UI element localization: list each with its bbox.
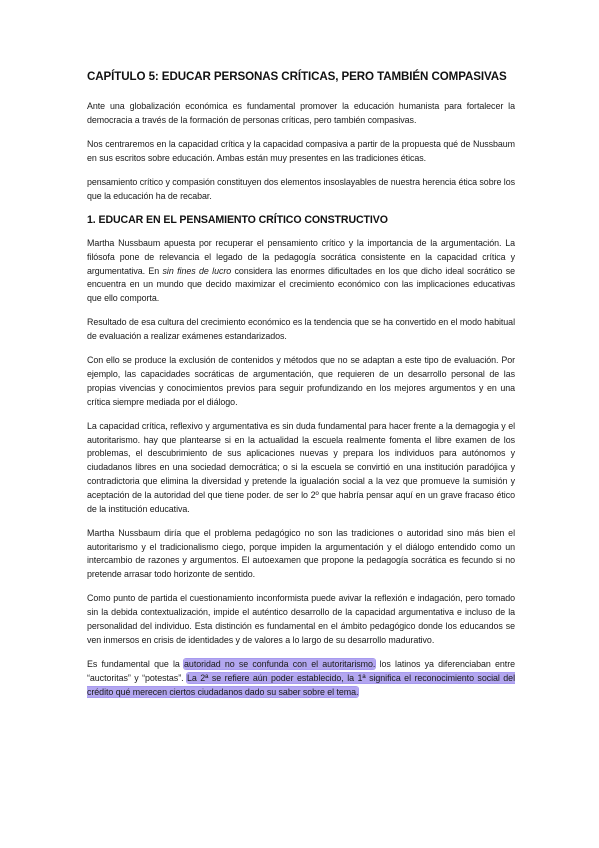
intro-paragraph-1: Ante una globalización económica es fundamental promover la educación humanista para fortalecer la democracia a través de la formación de personas críticas, pero también compasivas. (87, 101, 515, 125)
section-heading: 1. EDUCAR EN EL PENSAMIENTO CRÍTICO CONSTRUCTIVO (87, 213, 388, 226)
text-span: Martha Nussbaum apuesta por recuperar el pensamiento crítico y la importancia de la argumentación. La filósofa pone de relevancia el legado de la pedagogía socrática consistente en la capacidad crítica y argumentativa. En (87, 237, 515, 276)
highlight-1[interactable]: autoridad no se confunda con el autoritarismo. (184, 659, 376, 670)
intro-paragraph-3: pensamiento crítico y compasión constituyen dos elementos insoslayables de nuestra herencia ética sobre los que la educación ha de recabar. (87, 176, 515, 201)
body-paragraph-nussbaum (87, 237, 515, 306)
text-span: los latinos ya diferenciaban entre “auctoritas” y “potestas”. (87, 659, 515, 683)
text-span: considera las enormes dificultades en los que dicho ideal socrático se encuentra en un mundo que decido maximizar el crecimiento económico con las implicaciones educativas que ello comporta. (87, 265, 515, 304)
text-span: Es fundamental que la (87, 659, 185, 670)
highlight-2[interactable]: La 2ª se refiere aún poder establecido, la 1ª significa el reconocimiento social del crédito qué merecen ciertos ciudadanos dado su saber sobre el tema. (87, 672, 515, 697)
document-content (87, 70, 515, 710)
body-paragraph-2: Con ello se produce la exclusión de contenidos y métodos que no se adaptan a este tipo de evaluación. Por ejemplo, las capacidades socráticas de argumentación, que requieren de un desarrollo personal de las propias vivencias y conocimientos previos para seguir profundizando en los mejores argumentos y en una crítica siempre mediada por el diálogo. (87, 355, 515, 407)
book-title-italic: sin fines de lucro (162, 265, 232, 276)
chapter-title: CAPÍTULO 5: EDUCAR PERSONAS CRÍTICAS, PERO TAMBIÉN COMPASIVAS (87, 70, 507, 83)
body-paragraph-4: Martha Nussbaum diría que el problema pedagógico no son las tradiciones o autoridad sino más bien el autoritarismo y el tradicionalismo ciego, porque impiden la argumentación y el diálogo entendido como un intercambio de razones y argumentos. El autoexamen que propone la pedagogía socrática es fecundo si no pretende arrasar todo horizonte de sentido. (87, 527, 515, 580)
body-paragraph-3: La capacidad crítica, reflexivo y argumentativa es sin duda fundamental para hacer frente a la demagogia y el autoritarismo. hay que plantearse si en la actualidad la escuela realmente fomenta el libre examen de los problemas, el descubrimiento de sus aplicaciones nuevas y prepara los individuos para autónomos y ciudadanos libres en una sociedad democrática; o si la escuela se convirtió en una institución paradójica y contradictoria que elimina la diversidad y pretende la igualación social a la vez que promueve la sumisión y aceptación de la autoridad del que tiene poder. de ser lo 2º que habría pensar aquí en un grave fracaso ético de la institución educativa. (87, 420, 515, 514)
body-paragraph-1: Resultado de esa cultura del crecimiento económico es la tendencia que se ha convertido en el modo habitual de evaluación a realizar exámenes estandarizados. (87, 317, 515, 342)
body-paragraph-highlighted (87, 658, 515, 699)
body-paragraph-5: Como punto de partida el cuestionamiento inconformista puede avivar la reflexión e indagación, pero tomado sin la debida contextualización, impide el auténtico desarrollo de la capacidad argumentativa e incluso de la personalidad del individuo. Esta distinción es fundamental en el ámbito pedagógico donde los educandos se ven inmersos en crisis de identidades y de valores a lo largo de su desarrollo madurativo. (87, 593, 515, 645)
intro-paragraph-2: Nos centraremos en la capacidad crítica y la capacidad compasiva a partir de la propuesta qué de Nussbaum en sus escritos sobre educación. Ambas están muy presentes en las tradiciones éticas. (87, 138, 515, 163)
